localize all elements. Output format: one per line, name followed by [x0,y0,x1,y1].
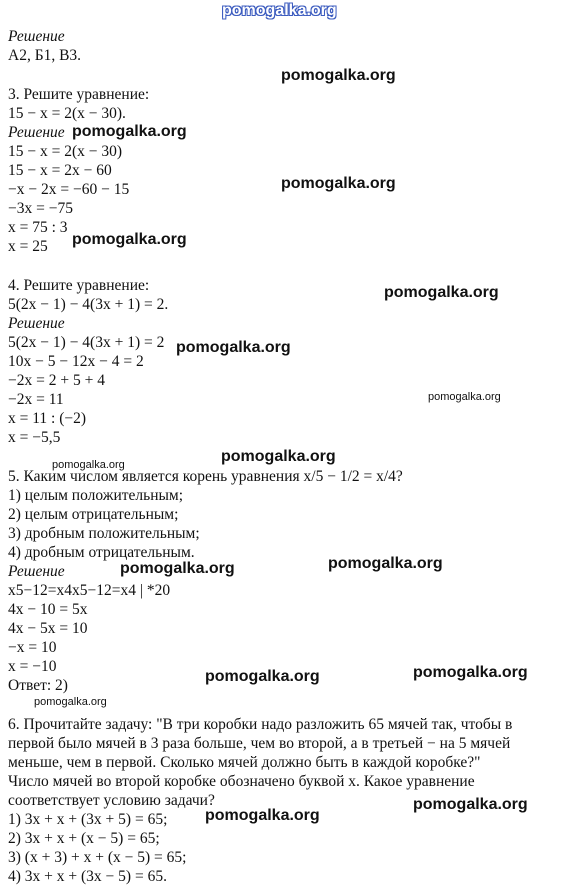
solution-step: −x = 10 [8,639,57,656]
watermark: pomogalka.org [384,284,499,301]
answer-option: 4) дробным отрицательным. [8,544,195,561]
solution-step: 15 − x = 2(x − 30) [8,143,123,160]
solution-step: x = 25 [8,238,48,255]
solution-step: 5(2x − 1) − 4(3x + 1) = 2 [8,334,165,351]
solution-step: x = 11 : (−2) [8,410,87,427]
watermark: pomogalka.org [328,555,443,572]
watermark: pomogalka.org [52,459,125,471]
task-6-text: 6. Прочитайте задачу: "В три коробки надо разложить 65 мячей так, чтобы в [8,716,513,733]
watermark: pomogalka.org [281,67,396,84]
task-4-title: 4. Решите уравнение: [8,277,150,294]
answer-option: 3) дробным положительным; [8,525,200,542]
watermark: pomogalka.org [72,231,187,248]
watermark: pomogalka.org [72,123,187,140]
task-6-text: Число мячей во второй коробке обозначено буквой x. Какое уравнение [8,773,475,790]
site-header-logo[interactable]: pomogalka.org [222,2,337,19]
solution-step: −3x = −75 [8,200,73,217]
answer-option: 1) целым положительным; [8,487,184,504]
watermark: pomogalka.org [205,807,320,824]
watermark: pomogalka.org [281,175,396,192]
solution-step: x = −10 [8,658,57,675]
solution-step: 4x − 5x = 10 [8,620,88,637]
solution-heading: Решение [8,28,65,45]
answer-line: А2, Б1, В3. [8,47,82,64]
solution-step: x = 75 : 3 [8,219,68,236]
solution-step: 4x − 10 = 5x [8,601,88,618]
solution-step: −x − 2x = −60 − 15 [8,181,130,198]
solution-step: 10x − 5 − 12x − 4 = 2 [8,353,144,370]
watermark: pomogalka.org [176,339,291,356]
solution-step: x = −5,5 [8,429,61,446]
watermark: pomogalka.org [205,668,320,685]
task-4-equation: 5(2x − 1) − 4(3x + 1) = 2. [8,296,169,313]
task-6-text: меньше, чем в первой. Сколько мячей должно быть в каждой коробке?" [8,754,481,771]
answer-option: 2) целым отрицательным; [8,506,179,523]
watermark: pomogalka.org [221,448,336,465]
task-3-equation: 15 − x = 2(x − 30). [8,105,126,122]
task-6-text: соответствует условию задачи? [8,792,215,809]
solution-heading: Решение [8,563,65,580]
watermark: pomogalka.org [428,391,501,403]
answer-option: 4) 3x + x + (3x − 5) = 65. [8,868,167,885]
answer-option: 2) 3x + x + (x − 5) = 65; [8,830,160,847]
solution-step: x5−12=x4x5−12=x4 | *20 [8,582,171,599]
answer-option: 1) 3x + x + (3x + 5) = 65; [8,811,168,828]
task-3-title: 3. Решите уравнение: [8,86,150,103]
solution-heading: Решение [8,124,65,141]
watermark: pomogalka.org [413,664,528,681]
solution-step: −2x = 11 [8,391,64,408]
task-6-text: первой было мячей в 3 раза больше, чем во второй, а в третьей − на 5 мячей [8,735,511,752]
watermark: pomogalka.org [413,796,528,813]
solution-step: −2x = 2 + 5 + 4 [8,372,105,389]
watermark: pomogalka.org [34,696,107,708]
task-5-question: 5. Каким числом является корень уравнения x/5 − 1/2 = x/4? [8,468,403,485]
answer-line: Ответ: 2) [8,677,68,694]
answer-option: 3) (x + 3) + x + (x − 5) = 65; [8,849,187,866]
solution-step: 15 − x = 2x − 60 [8,162,112,179]
solution-heading: Решение [8,315,65,332]
watermark: pomogalka.org [120,560,235,577]
